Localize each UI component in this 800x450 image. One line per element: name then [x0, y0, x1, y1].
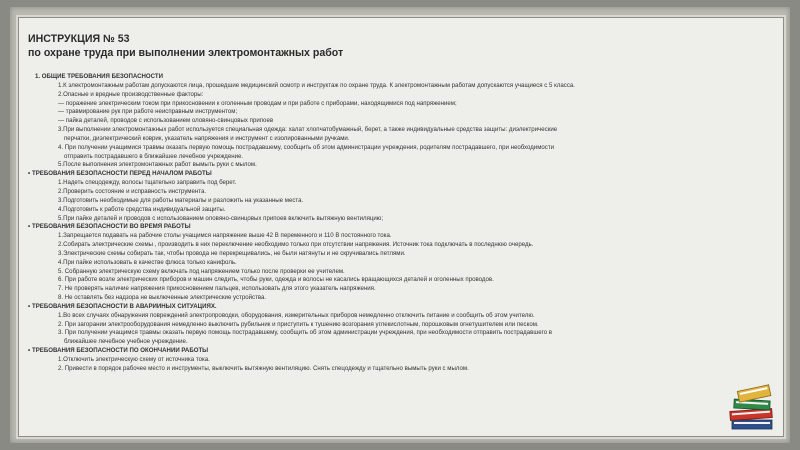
instruction-line	[28, 91, 778, 100]
instruction-line	[28, 321, 778, 330]
line-text: 3.Подготовить необходимые для работы материалы и разложить на указанные места.	[58, 196, 304, 204]
instruction-line	[28, 197, 778, 206]
bullet-marker: •	[28, 347, 31, 355]
line-text: перчатки, диэлектрический коврик, указатель напряжения и инструмент с изолированными ручками.	[64, 134, 350, 142]
line-text: ТРЕБОВАНИЯ БЕЗОПАСНОСТИ ВО ВРЕМЯ РАБОТЫ	[32, 223, 191, 231]
instruction-line	[28, 82, 778, 91]
instruction-line	[28, 241, 778, 250]
line-text: — поражение электрическим током при прикосновении к оголенным проводам и при работе с приборами, находящимися под напряжением;	[58, 99, 457, 107]
line-text: ТРЕБОВАНИЯ БЕЗОПАСНОСТИ ПО ОКОНЧАНИИ РАБОТЫ	[32, 347, 209, 355]
instruction-line	[28, 117, 778, 126]
line-text: отправить пострадавшего в ближайшее лечебное учреждение.	[64, 152, 244, 160]
section-heading	[28, 73, 778, 82]
line-text: 2.Проверить состояние и исправность инструмента.	[58, 187, 207, 195]
line-text: 5.При пайке деталей и проводов с использованием оловяно-свинцовых припоев включить вытяжную вентиляцию;	[58, 214, 384, 222]
line-text: 8. Не оставлять без надзора не выключенные электрические устройства.	[58, 294, 267, 302]
bullet-marker: •	[28, 223, 31, 231]
instruction-line	[28, 153, 778, 162]
instruction-line	[28, 259, 778, 268]
line-text: — травмирование рук при работе неисправным инструментом;	[58, 108, 238, 116]
line-text: 1.Запрещается подавать на рабочие столы учащимся напряжение выше 42 В переменного и 110 В постоянного тока.	[58, 232, 392, 240]
section-heading	[28, 303, 778, 312]
line-text: 2. Привести в порядок рабочее место и инструменты, выключить вытяжную вентиляцию. Снять спецодежду и тщательно вымыть руки с мылом.	[58, 364, 469, 372]
line-text: 5. Собранную электрическую схему включать под напряжением только после проверки ее учителем.	[58, 267, 345, 275]
books-stack-icon	[728, 378, 776, 432]
section-heading	[28, 223, 778, 232]
line-text: 1.Надеть спецодежду, волосы тщательно заправить под берет.	[58, 179, 237, 187]
instruction-line	[28, 356, 778, 365]
line-text: 1.Во всех случаях обнаружения повреждений электропроводки, оборудования, измерительных приборов немедленно отключить питание и сообщить об этом учителю.	[58, 311, 535, 319]
instruction-line	[28, 188, 778, 197]
title-line-2: по охране труда при выполнении электромонтажных работ	[28, 47, 344, 59]
instruction-body	[28, 73, 778, 374]
instruction-line	[28, 329, 778, 338]
instruction-line	[28, 100, 778, 109]
line-text: 3.Электрические схемы собирать так, чтобы провода не перекрещивались, не были натянуты и не скручивались петлями.	[58, 249, 406, 257]
instruction-line	[28, 135, 778, 144]
line-text: 1.К электромонтажным работам допускаются лица, прошедшие медицинский осмотр и инструктаж по охране труда. К электромонтажным работам допускаются учащиеся с 5 класса.	[58, 81, 575, 89]
instruction-line	[28, 294, 778, 303]
line-text: 2. При загорании электрооборудования немедленно выключить рубильник и приступить к тушению возгорания углекислотным, порошковым огнетушителем или песком.	[58, 320, 539, 328]
line-text: — пайка деталей, проводов с использованием оловяно-свинцовых припоев	[58, 117, 274, 125]
line-text: 1.Отключить электрическую схему от источника тока.	[58, 356, 210, 363]
instruction-line	[28, 179, 778, 188]
instruction-line	[28, 338, 778, 347]
line-text: ТРЕБОВАНИЯ БЕЗОПАСНОСТИ В АВАРИЙНЫХ СИТУАЦИЯХ.	[32, 302, 217, 310]
line-text: ТРЕБОВАНИЯ БЕЗОПАСНОСТИ ПЕРЕД НАЧАЛОМ РАБОТЫ	[32, 170, 212, 178]
line-text: 2.Опасные и вредные производственные факторы:	[58, 90, 204, 98]
title-line-1: ИНСТРУКЦИЯ № 53	[28, 33, 130, 45]
line-text: 4.Подготовить к работе средства индивидуальной защиты.	[58, 205, 226, 213]
instruction-line	[28, 215, 778, 224]
instruction-line	[28, 268, 778, 277]
section-heading	[28, 347, 778, 356]
line-text: 1. ОБЩИЕ ТРЕБОВАНИЯ БЕЗОПАСНОСТИ	[35, 73, 164, 80]
instruction-line	[28, 126, 778, 135]
line-text: 4. При получении учащимися травмы оказать первую помощь пострадавшему, сообщить об этом администрации учреждения, родителям пострадавшего, при необходимости	[58, 143, 555, 151]
line-text: 2.Собирать электрические схемы , производить в них переключение необходимо только при отсутствии напряжения. Источник тока подключать в последнюю очередь.	[58, 241, 534, 249]
bullet-marker: •	[28, 302, 31, 310]
instruction-line	[28, 144, 778, 153]
instruction-line	[28, 108, 778, 117]
line-text: 3. При получении учащимся травмы оказать первую помощь пострадавшему, сообщить об этом администрации учреждения, при необходимости отправить пострадавшего в	[58, 329, 553, 337]
line-text: ближайшее лечебное учебное учреждение.	[64, 338, 188, 346]
instruction-line	[28, 161, 778, 170]
instruction-line	[28, 232, 778, 241]
instruction-line	[28, 206, 778, 215]
line-text: 4.При пайке использовать в качестве флюса только канифоль.	[58, 258, 237, 266]
instruction-line	[28, 285, 778, 294]
line-text: 5.После выполнения электромонтажных работ вымыть руки с мылом.	[58, 161, 257, 169]
instruction-line	[28, 250, 778, 259]
line-text: 6. При работе возле электрических приборов и машин следить, чтобы руки, одежда и волосы не касались вращающихся деталей и оголенных проводов.	[58, 276, 494, 284]
line-text: 7. Не проверять наличие напряжения прикосновением пальцев, использовать для этого указатель напряжения.	[58, 285, 376, 293]
bullet-marker: •	[28, 170, 31, 178]
line-text: 3.При выполнении электромонтажных работ используется специальная одежда: халат хлопчатобумажный, берет, а также индивидуальные средства защиты: диэлектрические	[58, 126, 558, 134]
section-heading	[28, 170, 778, 179]
instruction-line	[28, 365, 778, 374]
instruction-line	[28, 312, 778, 321]
instruction-line	[28, 276, 778, 285]
document-title	[28, 32, 343, 60]
